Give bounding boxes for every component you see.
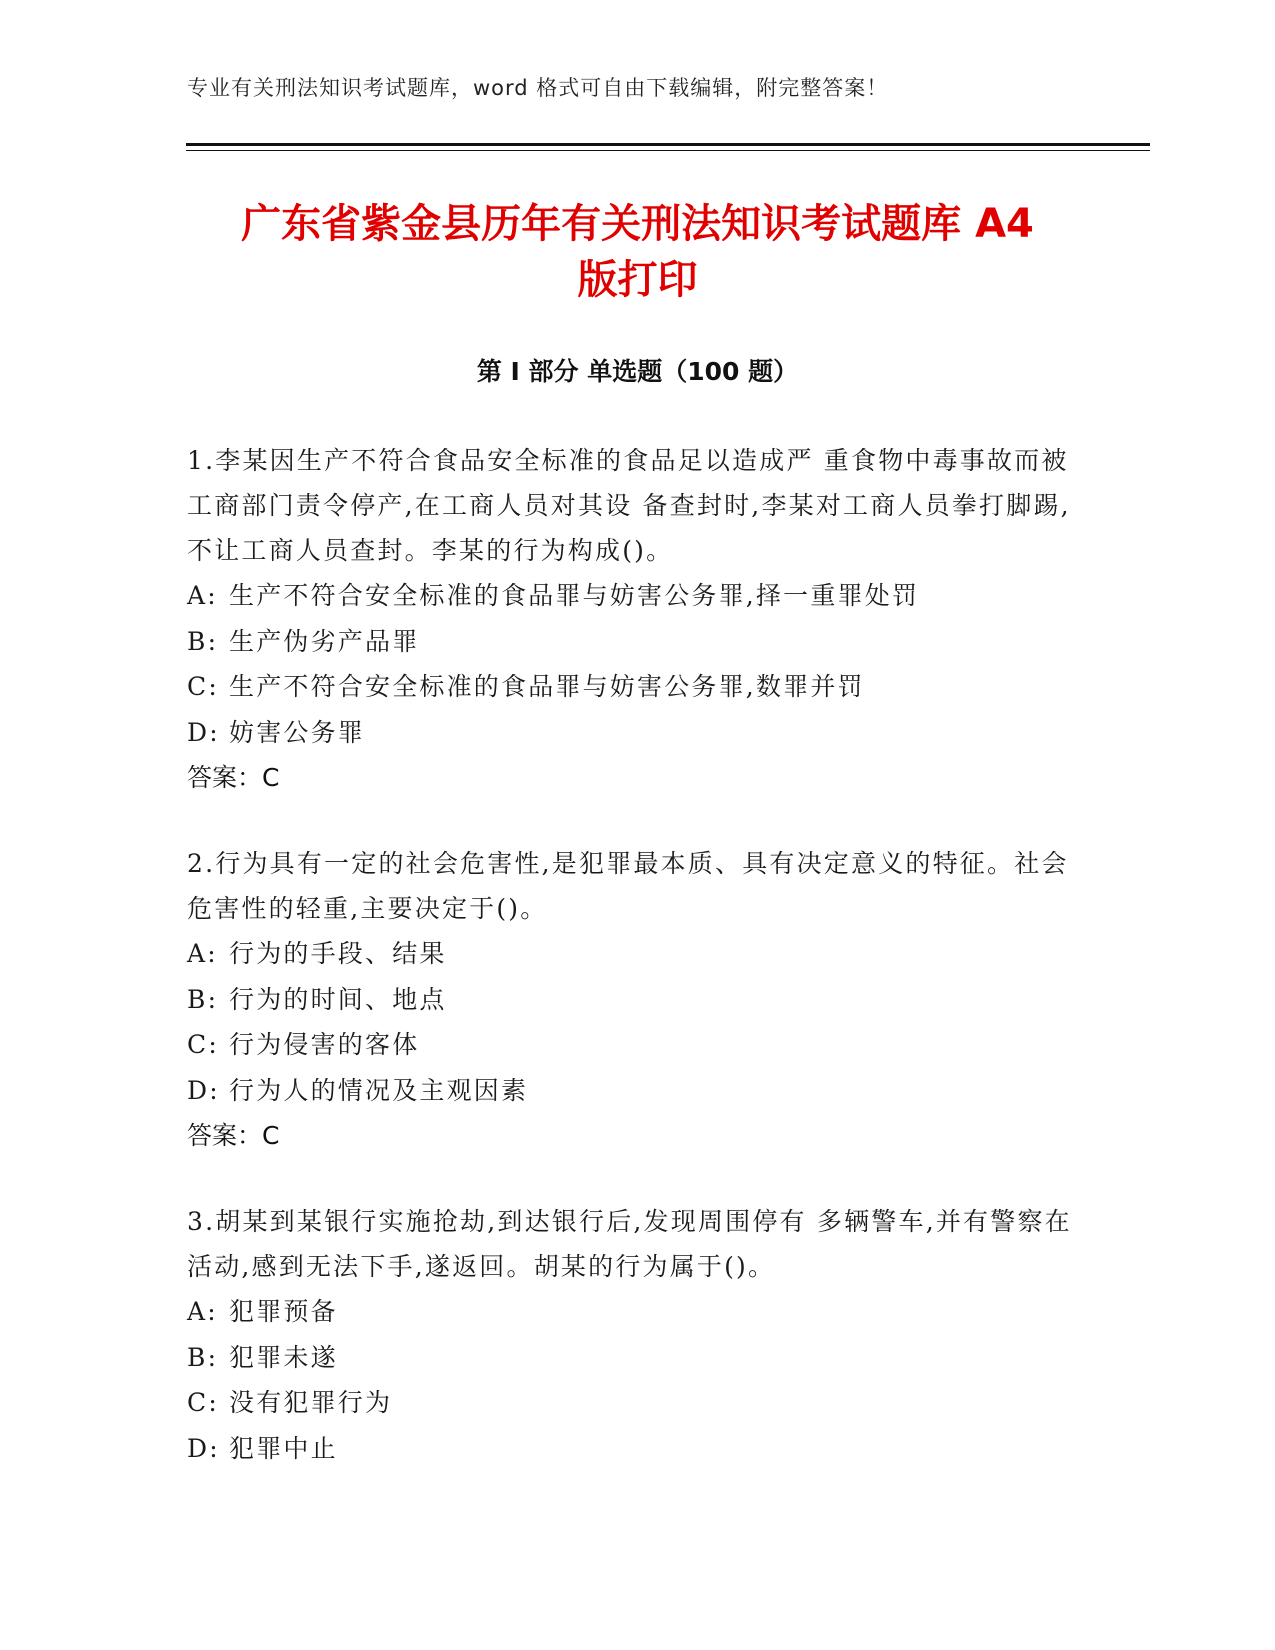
question-1 <box>187 438 1092 801</box>
option-text: 生产不符合安全标准的食品罪与妨害公务罪,择一重罪处罚 <box>229 581 920 610</box>
option-d <box>187 1068 1092 1114</box>
option-a <box>187 1289 1092 1335</box>
option-b <box>187 1335 1092 1381</box>
option-letter: C: <box>187 672 219 701</box>
question-3 <box>187 1199 1092 1471</box>
option-letter: D: <box>187 1075 220 1105</box>
title-line-2: 版打印 <box>577 257 698 303</box>
option-text: 行为侵害的客体 <box>229 1030 420 1059</box>
option-letter: B: <box>187 1342 219 1372</box>
option-text: 犯罪中止 <box>229 1433 338 1463</box>
option-letter: A: <box>187 581 218 610</box>
option-text: 犯罪未遂 <box>229 1342 338 1372</box>
title-line-1: 广东省紫金县历年有关刑法知识考试题库 A4 <box>241 201 1034 247</box>
option-text: 生产不符合安全标准的食品罪与妨害公务罪,数罪并罚 <box>229 672 865 701</box>
answer: 答案：C <box>187 763 280 792</box>
option-letter: A: <box>187 939 218 968</box>
option-text: 行为的手段、结果 <box>229 939 447 968</box>
header-rule-thick <box>186 143 1150 146</box>
section-title: 第 I 部分 单选题（100 题） <box>476 357 799 386</box>
option-a <box>187 573 1092 619</box>
option-c <box>187 1022 1092 1068</box>
option-c <box>187 1380 1092 1426</box>
option-letter: D: <box>187 717 220 747</box>
option-letter: C: <box>187 1030 219 1059</box>
document-title <box>180 196 1095 308</box>
option-letter: A: <box>187 1297 218 1326</box>
option-text: 没有犯罪行为 <box>229 1388 393 1417</box>
option-a <box>187 931 1092 977</box>
option-text: 行为的时间、地点 <box>229 984 447 1014</box>
header-rule-thin <box>186 150 1150 151</box>
option-c <box>187 664 1092 710</box>
option-b <box>187 619 1092 665</box>
header-note: 专业有关刑法知识考试题库，word 格式可自由下载编辑，附完整答案！ <box>187 76 889 100</box>
option-d <box>187 710 1092 756</box>
option-text: 生产伪劣产品罪 <box>229 626 420 656</box>
option-letter: B: <box>187 626 219 656</box>
question-stem: 2.行为具有一定的社会危害性,是犯罪最本质、具有决定意义的特征。社会危害性的轻重,主要决定于()。 <box>187 849 1069 923</box>
option-letter: C: <box>187 1388 219 1417</box>
option-text: 行为人的情况及主观因素 <box>229 1075 529 1105</box>
question-2 <box>187 841 1092 1159</box>
option-d <box>187 1426 1092 1472</box>
option-b <box>187 977 1092 1023</box>
option-text: 犯罪预备 <box>229 1297 338 1326</box>
answer: 答案：C <box>187 1121 280 1150</box>
option-letter: B: <box>187 984 219 1014</box>
question-list <box>187 438 1092 1511</box>
question-stem: 3.胡某到某银行实施抢劫,到达银行后,发现周围停有 多辆警车,并有警察在活动,感到无法下手,遂返回。胡某的行为属于()。 <box>187 1207 1072 1281</box>
option-text: 妨害公务罪 <box>229 717 366 747</box>
question-stem: 1.李某因生产不符合食品安全标准的食品足以造成严 重食物中毒事故而被工商部门责令停产,在工商人员对其设 备查封时,李某对工商人员拳打脚踢,不让工商人员查封。李某的行为构成()。 <box>187 446 1071 565</box>
option-letter: D: <box>187 1433 220 1463</box>
